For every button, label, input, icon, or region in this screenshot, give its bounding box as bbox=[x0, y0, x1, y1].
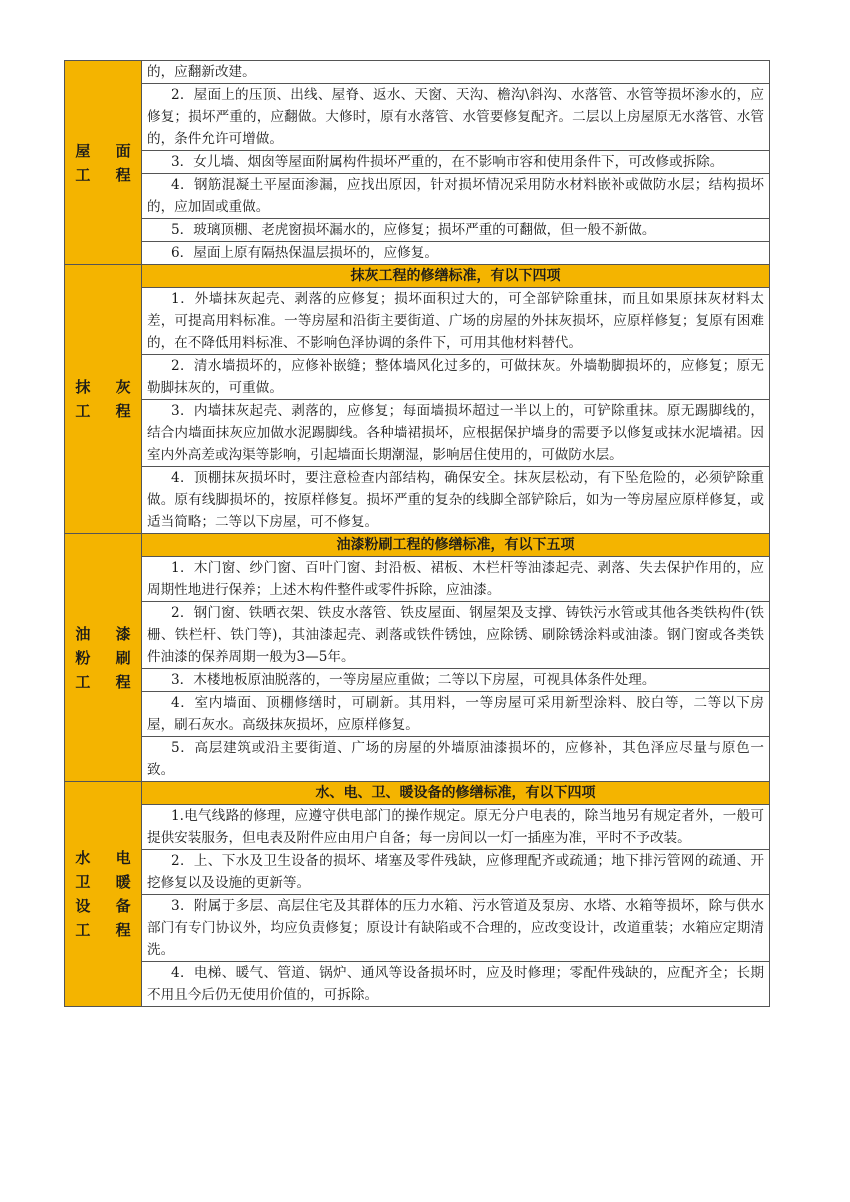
standard-item bbox=[142, 692, 770, 737]
category-line: 工 程 bbox=[75, 402, 141, 420]
category-line: 屋 面 bbox=[75, 141, 141, 160]
standard-item bbox=[142, 467, 770, 534]
standard-item bbox=[142, 84, 770, 151]
category-line: 卫 暖 bbox=[75, 873, 141, 891]
section-heading: 抹灰工程的修缮标准，有以下四项 bbox=[142, 265, 770, 288]
standard-item bbox=[142, 355, 770, 400]
item-text: 3．木楼地板原油脱落的，一等房屋应重做；二等以下房屋，可视具体条件处理。 bbox=[171, 672, 656, 688]
category-line: 工 程 bbox=[75, 921, 141, 939]
item-text: 6．屋面上原有隔热保温层损坏的，应修复。 bbox=[171, 245, 438, 261]
standard-item bbox=[142, 219, 770, 242]
category-line: 油 漆 bbox=[75, 624, 141, 643]
item-text: 1．木门窗、纱门窗、百叶门窗、封沿板、裙板、木栏杆等油漆起壳、剥落、失去保护作用的，应周期性地进行保养；上述木构件整件或零件拆除，应油漆。 bbox=[147, 560, 764, 598]
item-text: 2．上、下水及卫生设备的损坏、堵塞及零件残缺，应修理配齐或疏通；地下排污管网的疏通、开挖修复以及设施的更新等。 bbox=[147, 853, 764, 891]
item-text: 4．电梯、暖气、管道、锅炉、通风等设备损坏时，应及时修理；零配件残缺的，应配齐全；长期不用且今后仍无使用价值的，可拆除。 bbox=[147, 965, 764, 1003]
item-text: 的，应翻新改建。 bbox=[147, 64, 256, 80]
category-line: 工 程 bbox=[75, 165, 141, 184]
category-line: 工 程 bbox=[75, 672, 141, 691]
standard-item bbox=[142, 805, 770, 850]
category-line: 粉 刷 bbox=[75, 648, 141, 667]
item-text: 4．顶棚抹灰损坏时，要注意检查内部结构，确保安全。抹灰层松动，有下坠危险的，必须铲除重做。原有线脚损坏的，按原样修复。损坏严重的复杂的线脚全部铲除后，如为一等房屋应原样修复，或适当简略；二等以下房屋，可不修复。 bbox=[147, 470, 764, 530]
item-text: 5．高层建筑或沿主要街道、广场的房屋的外墙原油漆损坏的，应修补，其色泽应尽量与原色一致。 bbox=[147, 740, 764, 778]
item-text: 3．附属于多层、高层住宅及其群体的压力水箱、污水管道及泵房、水塔、水箱等损坏，除与供水部门有专门协议外，均应负责修复；原设计有缺陷或不合理的，应改变设计，改道重装；水箱应定期清洗。 bbox=[147, 898, 764, 958]
item-text: 3．女儿墙、烟囱等屋面附属构件损坏严重的，在不影响市容和使用条件下，可改修或拆除。 bbox=[171, 154, 724, 170]
category-line: 水 电 bbox=[75, 849, 141, 867]
section-heading: 油漆粉刷工程的修缮标准，有以下五项 bbox=[142, 534, 770, 557]
category-painting bbox=[65, 534, 142, 782]
item-text: 4．室内墙面、顶棚修缮时，可刷新。其用料，一等房屋可采用新型涂料、胶白等，二等以下房屋，刷石灰水。高级抹灰损坏，应原样修复。 bbox=[147, 695, 764, 733]
standard-item bbox=[142, 400, 770, 467]
item-text: 4．钢筋混凝土平屋面渗漏，应找出原因，针对损坏情况采用防水材料嵌补或做防水层；结构损坏的，应加固或重做。 bbox=[147, 177, 764, 215]
item-text: 2．钢门窗、铁晒衣架、铁皮水落管、铁皮屋面、钢屋架及支撑、铸铁污水管或其他各类铁构件(铁栅、铁栏杆、铁门等)，其油漆起壳、剥落或铁件锈蚀，应除锈、刷除锈涂料或油漆。钢门窗或各类铁件油漆的保养周期一般为3—5年。 bbox=[147, 605, 764, 665]
standard-item bbox=[142, 61, 770, 84]
item-text: 5．玻璃顶棚、老虎窗损坏漏水的，应修复；损坏严重的可翻做，但一般不新做。 bbox=[171, 222, 656, 238]
repair-standards-table bbox=[64, 60, 770, 1007]
standard-item bbox=[142, 602, 770, 669]
category-plastering bbox=[65, 265, 142, 534]
standard-item bbox=[142, 895, 770, 962]
item-text: 2．屋面上的压顶、出线、屋脊、返水、天窗、天沟、檐沟\斜沟、水落管、水管等损坏渗水的，应修复；损坏严重的，应翻做。大修时，原有水落管、水管要修复配齐。二层以上房屋原无水落管、水管的，条件允许可增做。 bbox=[147, 87, 764, 147]
category-line: 设 备 bbox=[75, 897, 141, 915]
section-heading: 水、电、卫、暖设备的修缮标准，有以下四项 bbox=[142, 782, 770, 805]
standard-item bbox=[142, 242, 770, 265]
standard-item bbox=[142, 850, 770, 895]
standard-item bbox=[142, 288, 770, 355]
category-line: 抹 灰 bbox=[75, 378, 141, 396]
standard-item bbox=[142, 174, 770, 219]
standard-item bbox=[142, 557, 770, 602]
standard-item bbox=[142, 669, 770, 692]
category-utilities bbox=[65, 782, 142, 1007]
category-roofing bbox=[65, 61, 142, 265]
standard-item bbox=[142, 737, 770, 782]
item-text: 1.电气线路的修理，应遵守供电部门的操作规定。原无分户电表的，除当地另有规定者外，一般可提供安装服务，但电表及附件应由用户自备；每一房间以一灯一插座为准，平时不予改装。 bbox=[147, 808, 764, 846]
item-text: 1．外墙抹灰起壳、剥落的应修复；损坏面积过大的，可全部铲除重抹，而且如果原抹灰材料太差，可提高用料标准。一等房屋和沿街主要街道、广场的房屋的外抹灰损坏，应原样修复；复原有困难的，在不降低用料标准、不影响色泽协调的条件下，可用其他材料替代。 bbox=[147, 291, 764, 351]
standard-item bbox=[142, 151, 770, 174]
standard-item bbox=[142, 962, 770, 1007]
item-text: 3．内墙抹灰起壳、剥落的，应修复；每面墙损坏超过一半以上的，可铲除重抹。原无踢脚线的，结合内墙面抹灰应加做水泥踢脚线。各种墙裙损坏，应根据保护墙身的需要予以修复或抹水泥墙裙。因室内外高差或沟渠等影响，引起墙面长期潮湿，影响居住使用的，可做防水层。 bbox=[147, 403, 764, 463]
item-text: 2．清水墙损坏的，应修补嵌缝；整体墙风化过多的，可做抹灰。外墙勒脚损坏的，应修复；原无勒脚抹灰的，可重做。 bbox=[147, 358, 764, 396]
